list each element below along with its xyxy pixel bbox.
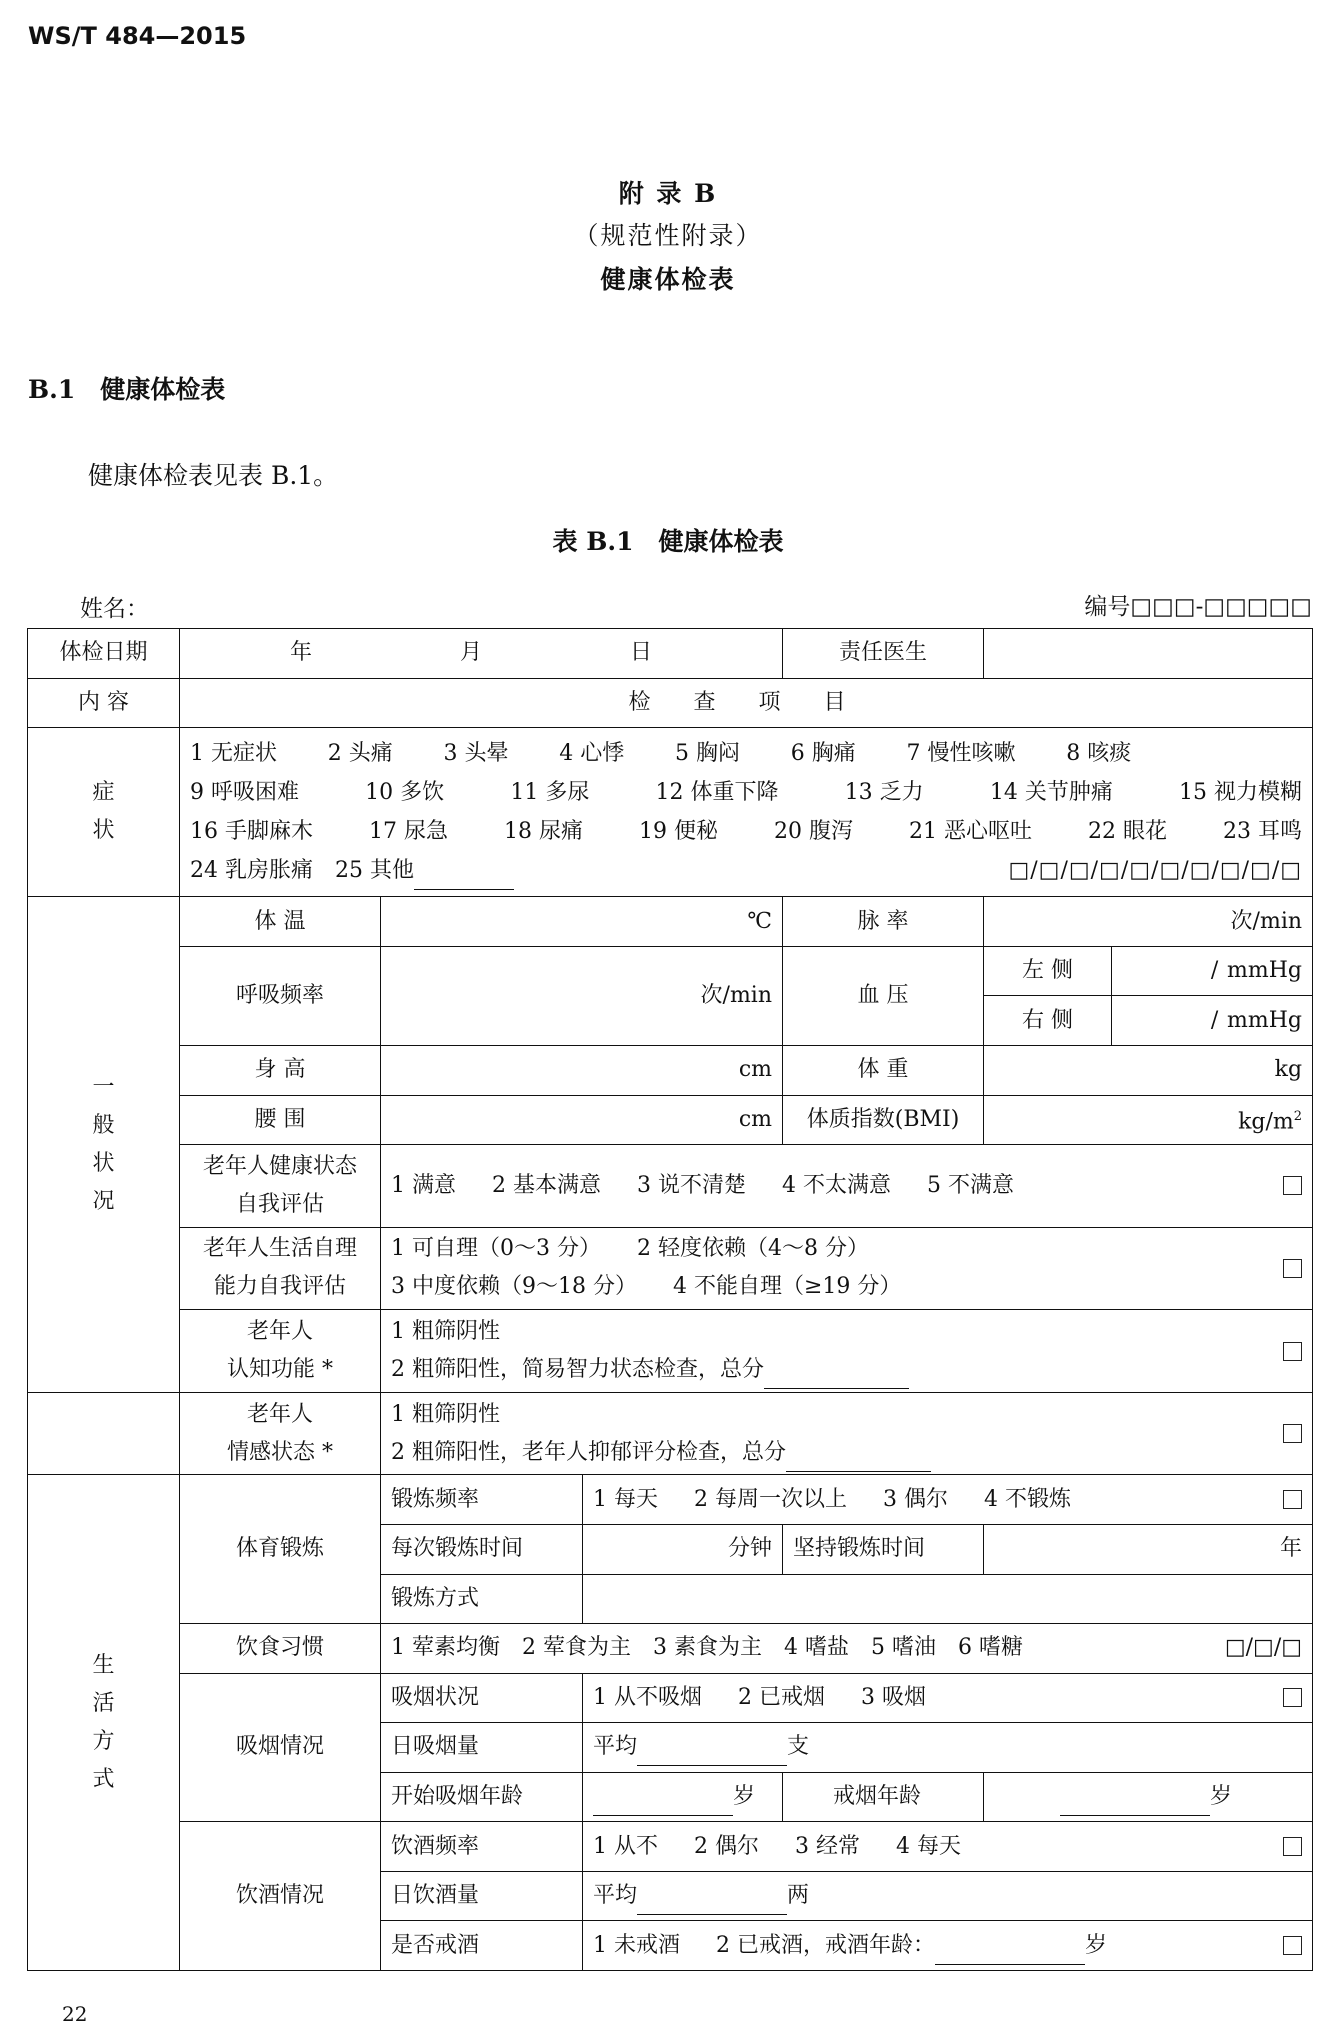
pulse-label: 脉 率 xyxy=(783,897,984,947)
symptom-checkboxes[interactable]: □/□/□/□/□/□/□/□/□/□ xyxy=(1008,858,1303,884)
exam-date-value[interactable] xyxy=(180,629,783,679)
temp-label: 体 温 xyxy=(180,897,381,947)
appendix-type: （规范性附录） xyxy=(573,221,763,250)
smoke-quit-label: 戒烟年龄 xyxy=(783,1772,984,1822)
health-self-options[interactable]: 1 满意 2 基本满意 3 说不清楚 4 不太满意 5 不满意 xyxy=(381,1145,1313,1228)
doctor-value[interactable] xyxy=(984,629,1313,679)
health-exam-table xyxy=(27,628,1313,1971)
drink-label: 饮酒情况 xyxy=(180,1822,381,1971)
height-unit[interactable]: cm xyxy=(381,1046,783,1096)
lifestyle-label: 生 活 方 式 xyxy=(28,1475,180,1971)
height-label: 身 高 xyxy=(180,1046,381,1096)
bp-label: 血 压 xyxy=(783,946,984,1045)
bmi-label: 体质指数(BMI) xyxy=(783,1095,984,1145)
selfcare-checkbox[interactable] xyxy=(1283,1259,1302,1278)
health-self-label: 老年人健康状态 自我评估 xyxy=(180,1145,381,1228)
name-label: 姓名： xyxy=(80,596,149,622)
drink-quit-options[interactable]: 1 未戒酒 2 已戒酒，戒酒年龄： 岁 xyxy=(583,1921,1313,1971)
emotion-checkbox[interactable] xyxy=(1283,1424,1302,1443)
drink-freq-options[interactable]: 1 从不 2 偶尔 3 经常 4 每天 xyxy=(583,1822,1313,1872)
content-label: 内 容 xyxy=(28,678,180,728)
general-label: 一 般 状 况 xyxy=(28,897,180,1392)
drink-quit-label: 是否戒酒 xyxy=(381,1921,583,1971)
symptom-line-2: 9 呼吸困难 10 多饮 11 多尿 12 体重下降 13 乏力 14 关节肿痛 15 视力模糊 xyxy=(190,780,1303,806)
cognition-options[interactable]: 1 粗筛阴性 2 粗筛阳性，简易智力状态检查，总分 xyxy=(381,1310,1313,1393)
appendix-title: 附 录 B xyxy=(618,179,718,208)
health-self-checkbox[interactable] xyxy=(1283,1176,1302,1195)
ex-freq-options[interactable]: 1 每天 2 每周一次以上 3 偶尔 4 不锻炼 xyxy=(583,1475,1313,1525)
items-label: 检 查 项 目 xyxy=(180,678,1313,728)
ex-freq-label: 锻炼频率 xyxy=(381,1475,583,1525)
emotion-label: 老年人 情感状态 * xyxy=(180,1392,381,1475)
ex-persist-label: 坚持锻炼时间 xyxy=(783,1524,984,1574)
smoke-daily-value[interactable]: 平均 支 xyxy=(583,1723,1313,1773)
day-label: 日 xyxy=(630,640,653,666)
ex-time-label: 每次锻炼时间 xyxy=(381,1524,583,1574)
section-paragraph: 健康体检表见表 B.1。 xyxy=(88,461,339,490)
smoke-status-options[interactable]: 1 从不吸烟 2 已戒烟 3 吸烟 xyxy=(583,1673,1313,1723)
weight-unit[interactable]: kg xyxy=(984,1046,1313,1096)
resp-unit[interactable]: 次/min xyxy=(381,946,783,1045)
page-number: 22 xyxy=(62,2002,88,2026)
drink-quit-checkbox[interactable] xyxy=(1283,1936,1302,1955)
bp-left-value[interactable]: / mmHg xyxy=(1112,946,1313,996)
form-name: 健康体检表 xyxy=(600,265,736,294)
bp-left-label: 左 侧 xyxy=(984,946,1112,996)
symptom-line-1: 1 无症状 2 头痛 3 头晕 4 心悸 5 胸闷 6 胸痛 7 慢性咳嗽 8 咳痰 xyxy=(190,741,1132,767)
smoke-label: 吸烟情况 xyxy=(180,1673,381,1822)
drink-daily-value[interactable]: 平均 两 xyxy=(583,1871,1313,1921)
pulse-unit[interactable]: 次/min xyxy=(984,897,1313,947)
symptoms-options[interactable] xyxy=(180,728,1313,897)
drink-daily-label: 日饮酒量 xyxy=(381,1871,583,1921)
temp-unit[interactable]: ℃ xyxy=(381,897,783,947)
exam-date-label: 体检日期 xyxy=(28,629,180,679)
weight-label: 体 重 xyxy=(783,1046,984,1096)
drink-freq-label: 饮酒频率 xyxy=(381,1822,583,1872)
smoke-status-checkbox[interactable] xyxy=(1283,1688,1302,1707)
smoke-quit-value[interactable]: 岁 xyxy=(984,1772,1313,1822)
doctor-label: 责任医生 xyxy=(783,629,984,679)
cognition-label: 老年人 认知功能 * xyxy=(180,1310,381,1393)
smoke-start-label: 开始吸烟年龄 xyxy=(381,1772,583,1822)
symptoms-label: 症 状 xyxy=(28,728,180,897)
exercise-label: 体育锻炼 xyxy=(180,1475,381,1624)
table-title: 表 B.1 健康体检表 xyxy=(552,527,784,556)
ex-way-value[interactable] xyxy=(583,1574,1313,1624)
number-label: 编号□□□-□□□□□ xyxy=(1084,594,1312,620)
cognition-checkbox[interactable] xyxy=(1283,1342,1302,1361)
emotion-options[interactable]: 1 粗筛阴性 2 粗筛阳性，老年人抑郁评分检查，总分 xyxy=(381,1392,1313,1475)
ex-persist-unit[interactable]: 年 xyxy=(984,1524,1313,1574)
bp-right-value[interactable]: / mmHg xyxy=(1112,996,1313,1046)
drink-freq-checkbox[interactable] xyxy=(1283,1837,1302,1856)
ex-freq-checkbox[interactable] xyxy=(1283,1490,1302,1509)
smoke-daily-label: 日吸烟量 xyxy=(381,1723,583,1773)
selfcare-label: 老年人生活自理 能力自我评估 xyxy=(180,1227,381,1310)
diet-options[interactable]: 1 荤素均衡 2 荤食为主 3 素食为主 4 嗜盐 5 嗜油 6 嗜糖 □/□/□ xyxy=(381,1624,1313,1674)
smoke-status-label: 吸烟状况 xyxy=(381,1673,583,1723)
diet-checkboxes[interactable]: □/□/□ xyxy=(1224,1635,1303,1661)
year-label: 年 xyxy=(290,640,313,666)
document-code: WS/T 484—2015 xyxy=(28,22,247,50)
diet-label: 饮食习惯 xyxy=(180,1624,381,1674)
waist-unit[interactable]: cm xyxy=(381,1095,783,1145)
section-title: B.1 健康体检表 xyxy=(28,375,226,404)
ex-time-unit[interactable]: 分钟 xyxy=(583,1524,783,1574)
month-label: 月 xyxy=(460,640,483,666)
symptom-line-3: 16 手脚麻木 17 尿急 18 尿痛 19 便秘 20 腹泻 21 恶心呕吐 22 眼花 23 耳鸣 xyxy=(190,819,1302,845)
waist-label: 腰 围 xyxy=(180,1095,381,1145)
selfcare-options[interactable]: 1 可自理（0～3 分） 2 轻度依赖（4～8 分） 3 中度依赖（9～18 分） 4 不能自理（≥19 分） xyxy=(381,1227,1313,1310)
resp-label: 呼吸频率 xyxy=(180,946,381,1045)
smoke-start-value[interactable]: 岁 xyxy=(583,1772,783,1822)
bp-right-label: 右 侧 xyxy=(984,996,1112,1046)
bmi-unit[interactable]: $kg/m^2$ xyxy=(984,1095,1313,1145)
ex-way-label: 锻炼方式 xyxy=(381,1574,583,1624)
symptom-line-4: 24 乳房胀痛 25 其他 □/□/□/□/□/□/□/□/□/□ xyxy=(190,851,1302,890)
